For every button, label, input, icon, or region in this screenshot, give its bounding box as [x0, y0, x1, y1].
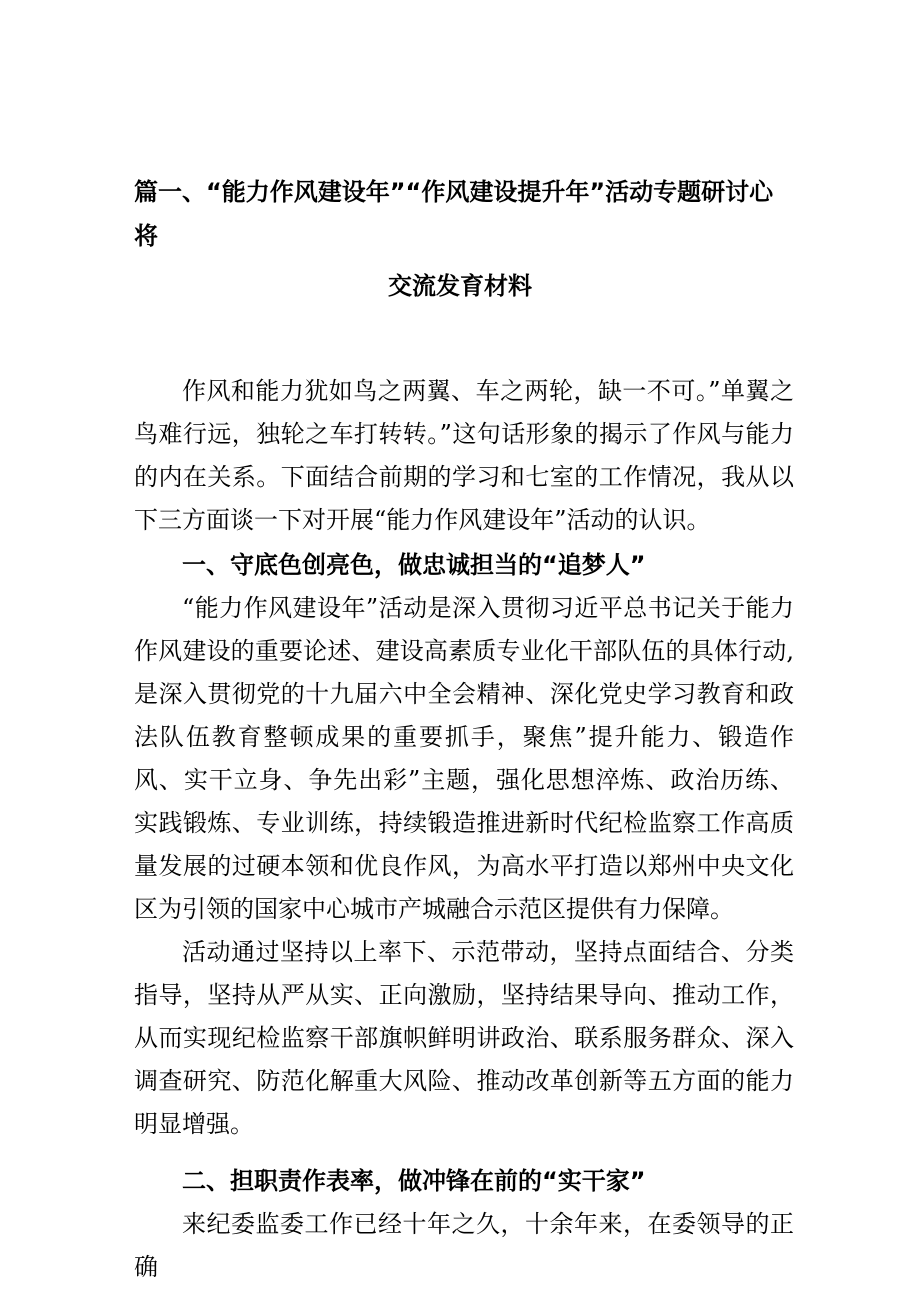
intro-paragraph: 作风和能力犹如鸟之两翼、车之两轮，缺一不可。”单翼之鸟难行远，独轮之车打转转。”这句话形象的揭示了作风与能力的内在关系。下面结合前期的学习和七室的工作情况，我从以下三方面谈一下对开展“能力作风建设年”活动的认识。 [134, 377, 794, 534]
document-body [134, 370, 794, 1289]
document-title: 篇一、“能力作风建设年”“作风建设提升年”活动专题研讨心将 [134, 178, 774, 250]
section1-paragraph-1: “能力作风建设年”活动是深入贯彻习近平总书记关于能力作风建设的重要论述、建设高素质专业化干部队伍的具体行动,是深入贯彻党的十九届六中全会精神、深化党史学习教育和政法队伍教育整顿成果的重要抓手，聚焦”提升能力、锻造作风、实干立身、争先出彩”主题，强化思想淬炼、政治历练、实践锻炼、专业训练，持续锻造推进新时代纪检监察工作高质量发展的过硬本领和优良作风，为高水平打造以郑州中央文化区为引领的国家中心城市产城融合示范区提供有力保障。 [134, 594, 794, 923]
section-heading-2: 二、担职责作表率，做冲锋在前的“实干家” [182, 1167, 646, 1195]
section-heading-1: 一、守底色创亮色，做忠诚担当的“追梦人” [182, 551, 646, 579]
document-subtitle: 交流发育材料 [388, 272, 532, 300]
section1-paragraph-2: 活动通过坚持以上率下、示范带动，坚持点面结合、分类指导，坚持从严从实、正向激励，坚持结果导向、推动工作，从而实现纪检监察干部旗帜鲜明讲政治、联系服务群众、深入调查研究、防范化解重大风险、推动改革创新等五方面的能力明显增强。 [134, 938, 794, 1138]
section2-paragraph-1: 来纪委监委工作已经十年之久，十余年来，在委领导的正确 [134, 1210, 794, 1281]
